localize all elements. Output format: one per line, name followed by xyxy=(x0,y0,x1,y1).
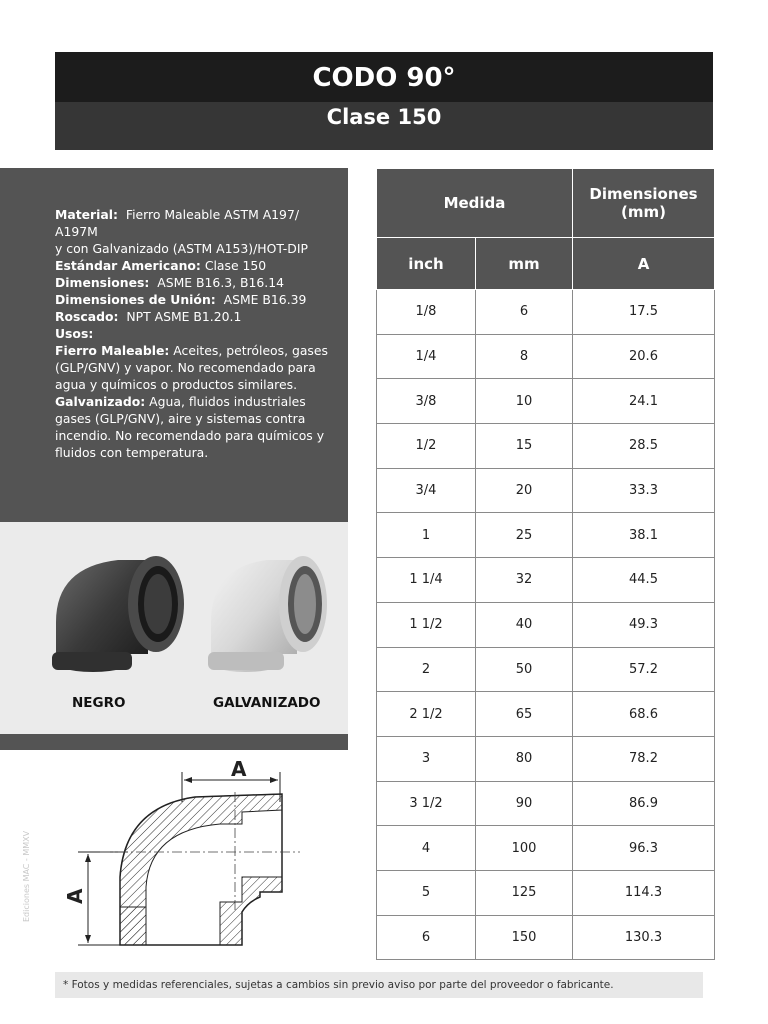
cell-inch: 3/4 xyxy=(377,468,476,513)
subtitle-text: Clase 150 xyxy=(326,105,442,129)
table-row xyxy=(377,781,715,826)
specs-panel xyxy=(0,168,348,522)
table-row xyxy=(377,334,715,379)
cell-inch: 3 1/2 xyxy=(377,781,476,826)
cell-mm: 50 xyxy=(476,647,573,692)
cell-a: 68.6 xyxy=(573,692,715,737)
spec-dimensiones: Dimensiones: ASME B16.3, B16.14 xyxy=(55,275,284,290)
cell-a: 57.2 xyxy=(573,647,715,692)
cell-mm: 6 xyxy=(476,290,573,335)
cell-a: 44.5 xyxy=(573,558,715,603)
product-photos xyxy=(0,522,348,734)
cell-mm: 100 xyxy=(476,826,573,871)
cell-a: 33.3 xyxy=(573,468,715,513)
table-row xyxy=(377,647,715,692)
cell-mm: 25 xyxy=(476,513,573,558)
cell-a: 17.5 xyxy=(573,290,715,335)
divider-bar xyxy=(0,734,348,750)
spec-galvanizado: Galvanizado: Agua, fluidos industriales gases (GLP/GNV), aire y sistemas contra incendio. No recomendado para químicos y fluidos con temperatura. xyxy=(55,394,325,460)
cell-mm: 10 xyxy=(476,379,573,424)
cell-mm: 32 xyxy=(476,558,573,603)
cell-inch: 4 xyxy=(377,826,476,871)
cell-inch: 3/8 xyxy=(377,379,476,424)
footnote: * Fotos y medidas referenciales, sujetas a cambios sin previo aviso por parte del proveedor o fabricante. xyxy=(55,972,703,998)
cell-mm: 65 xyxy=(476,692,573,737)
spec-estandar: Estándar Americano: Clase 150 xyxy=(55,258,267,273)
cell-a: 114.3 xyxy=(573,870,715,915)
cell-mm: 8 xyxy=(476,334,573,379)
cell-inch: 1 1/4 xyxy=(377,558,476,603)
black-elbow-image xyxy=(48,552,188,682)
cell-inch: 2 xyxy=(377,647,476,692)
elbow-diagram xyxy=(20,752,350,957)
cell-a: 130.3 xyxy=(573,915,715,960)
spec-material-cont: A197M xyxy=(55,224,98,239)
dim-label-top: A xyxy=(231,757,247,781)
cell-inch: 1/2 xyxy=(377,424,476,469)
table-row xyxy=(377,736,715,781)
table-row xyxy=(377,602,715,647)
table-row xyxy=(377,558,715,603)
table-row xyxy=(377,513,715,558)
cell-inch: 5 xyxy=(377,870,476,915)
cell-mm: 90 xyxy=(476,781,573,826)
cell-a: 24.1 xyxy=(573,379,715,424)
dimensions-table xyxy=(376,168,714,960)
spec-material-galv: y con Galvanizado (ASTM A153)/HOT-DIP xyxy=(55,241,308,256)
table-row xyxy=(377,692,715,737)
table-body xyxy=(377,290,715,960)
cell-a: 96.3 xyxy=(573,826,715,871)
cell-a: 20.6 xyxy=(573,334,715,379)
dim-label-left: A xyxy=(63,888,87,904)
black-label: NEGRO xyxy=(72,695,126,711)
spec-material: Material: Fierro Maleable ASTM A197/ xyxy=(55,207,300,222)
table-row xyxy=(377,379,715,424)
edition-text: Ediciones MAC - MMXV xyxy=(22,830,31,922)
cell-inch: 6 xyxy=(377,915,476,960)
table-row xyxy=(377,468,715,513)
table-row xyxy=(377,870,715,915)
cell-inch: 1 xyxy=(377,513,476,558)
cell-a: 28.5 xyxy=(573,424,715,469)
table-row xyxy=(377,826,715,871)
col-mm-header: mm xyxy=(476,238,573,290)
spec-fierro: Fierro Maleable: Aceites, petróleos, gases (GLP/GNV) y vapor. No recomendado para agua y químicos o productos similares. xyxy=(55,343,328,392)
table-row xyxy=(377,290,715,335)
cell-inch: 1 1/2 xyxy=(377,602,476,647)
page-subtitle xyxy=(55,102,713,150)
cell-a: 49.3 xyxy=(573,602,715,647)
galvanized-label: GALVANIZADO xyxy=(213,695,321,711)
cell-inch: 3 xyxy=(377,736,476,781)
cell-mm: 150 xyxy=(476,915,573,960)
cell-inch: 1/4 xyxy=(377,334,476,379)
galvanized-elbow-image xyxy=(205,552,330,682)
header-dimensiones: Dimensiones (mm) xyxy=(573,169,715,238)
page-title: CODO 90° xyxy=(55,52,713,102)
col-a-header: A xyxy=(573,238,715,290)
col-inch-header: inch xyxy=(377,238,476,290)
table-row xyxy=(377,424,715,469)
cell-inch: 1/8 xyxy=(377,290,476,335)
cell-a: 38.1 xyxy=(573,513,715,558)
table-row xyxy=(377,915,715,960)
spec-roscado: Roscado: NPT ASME B1.20.1 xyxy=(55,309,242,324)
cell-a: 78.2 xyxy=(573,736,715,781)
cell-mm: 20 xyxy=(476,468,573,513)
cell-mm: 40 xyxy=(476,602,573,647)
cell-mm: 15 xyxy=(476,424,573,469)
cell-inch: 2 1/2 xyxy=(377,692,476,737)
spec-usos: Usos: xyxy=(55,326,94,341)
cell-mm: 125 xyxy=(476,870,573,915)
header-medida: Medida xyxy=(377,169,573,238)
cell-a: 86.9 xyxy=(573,781,715,826)
spec-union: Dimensiones de Unión: ASME B16.39 xyxy=(55,292,307,307)
cell-mm: 80 xyxy=(476,736,573,781)
